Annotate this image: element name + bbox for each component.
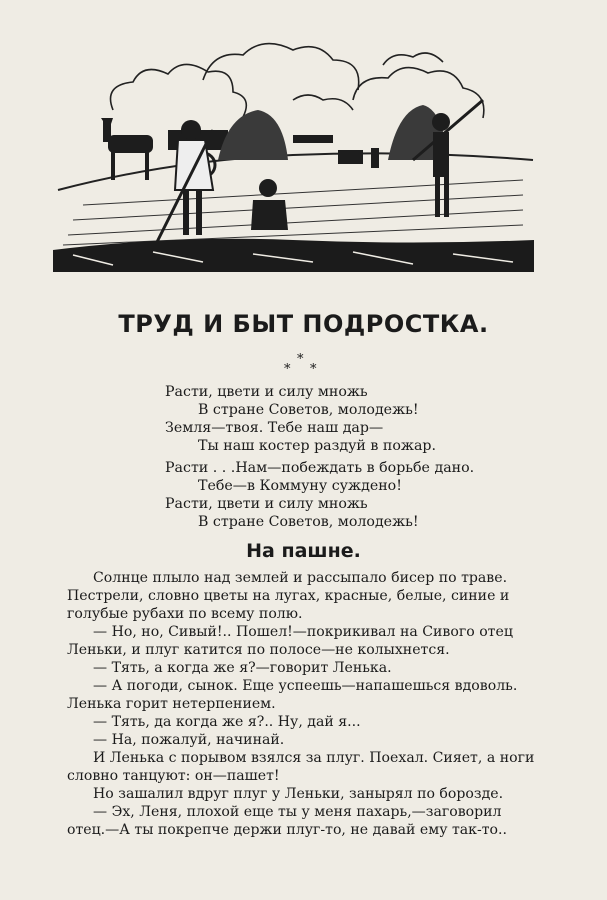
asterism <box>278 352 328 382</box>
poem-line: В стране Советов, молодежь! <box>198 514 419 530</box>
prose-line: Но зашалил вдруг плуг у Леньки, занырял по борозде. <box>93 786 504 802</box>
section-title: На пашне. <box>246 540 361 562</box>
asterism-star: * <box>284 362 291 377</box>
prose-line: Пестрели, словно цветы на лугах, красные, белые, синие и <box>67 588 510 604</box>
poem-line: Расти, цвети и силу множь <box>165 496 368 512</box>
prose-line: И Ленька с порывом взялся за плуг. Поехал. Сияет, а ноги <box>93 750 535 766</box>
prose-line: — На, пожалуй, начинай. <box>93 732 285 748</box>
asterism-star: * <box>310 362 317 377</box>
poem-line: Ты наш костер раздуй в пожар. <box>198 438 436 454</box>
poem-line: Расти . . .Нам—побеждать в борьбе дано. <box>165 460 475 476</box>
prose-line: — Но, но, Сивый!.. Пошел!—покрикивал на Сивого отец <box>93 624 513 640</box>
prose-line: — Тять, а когда же я?—говорит Ленька. <box>93 660 392 676</box>
asterism-star: * <box>297 352 304 367</box>
prose-line: голубые рубахи по всему полю. <box>67 606 303 622</box>
poem-line: Расти, цвети и силу множь <box>165 384 368 400</box>
prose-line: словно танцуют: он—пашет! <box>67 768 280 784</box>
poem-line: Земля—твоя. Тебе наш дар— <box>165 420 384 436</box>
prose-line: — Тять, да когда же я?.. Ну, дай я... <box>93 714 361 730</box>
poem-line: Тебе—в Коммуну суждено! <box>198 478 402 494</box>
prose-line: — Эх, Леня, плохой еще ты у меня пахарь,—заговорил <box>93 804 502 820</box>
prose-line: отец.—А ты покрепче держи плуг-то, не давай ему так-то.. <box>67 822 507 838</box>
prose-line: Солнце плыло над землей и рассыпало бисер по траве. <box>93 570 508 586</box>
chapter-title: ТРУД И БЫТ ПОДРОСТКА. <box>118 310 489 338</box>
prose-line: — А погоди, сынок. Еще успеешь—напашешься вдоволь. <box>93 678 518 694</box>
prose-line: Леньки, и плуг катится по полосе—не колыхнется. <box>67 642 450 658</box>
woodcut-farm-scene-image <box>53 40 534 272</box>
prose-line: Ленька горит нетерпением. <box>67 696 276 712</box>
poem-line: В стране Советов, молодежь! <box>198 402 419 418</box>
